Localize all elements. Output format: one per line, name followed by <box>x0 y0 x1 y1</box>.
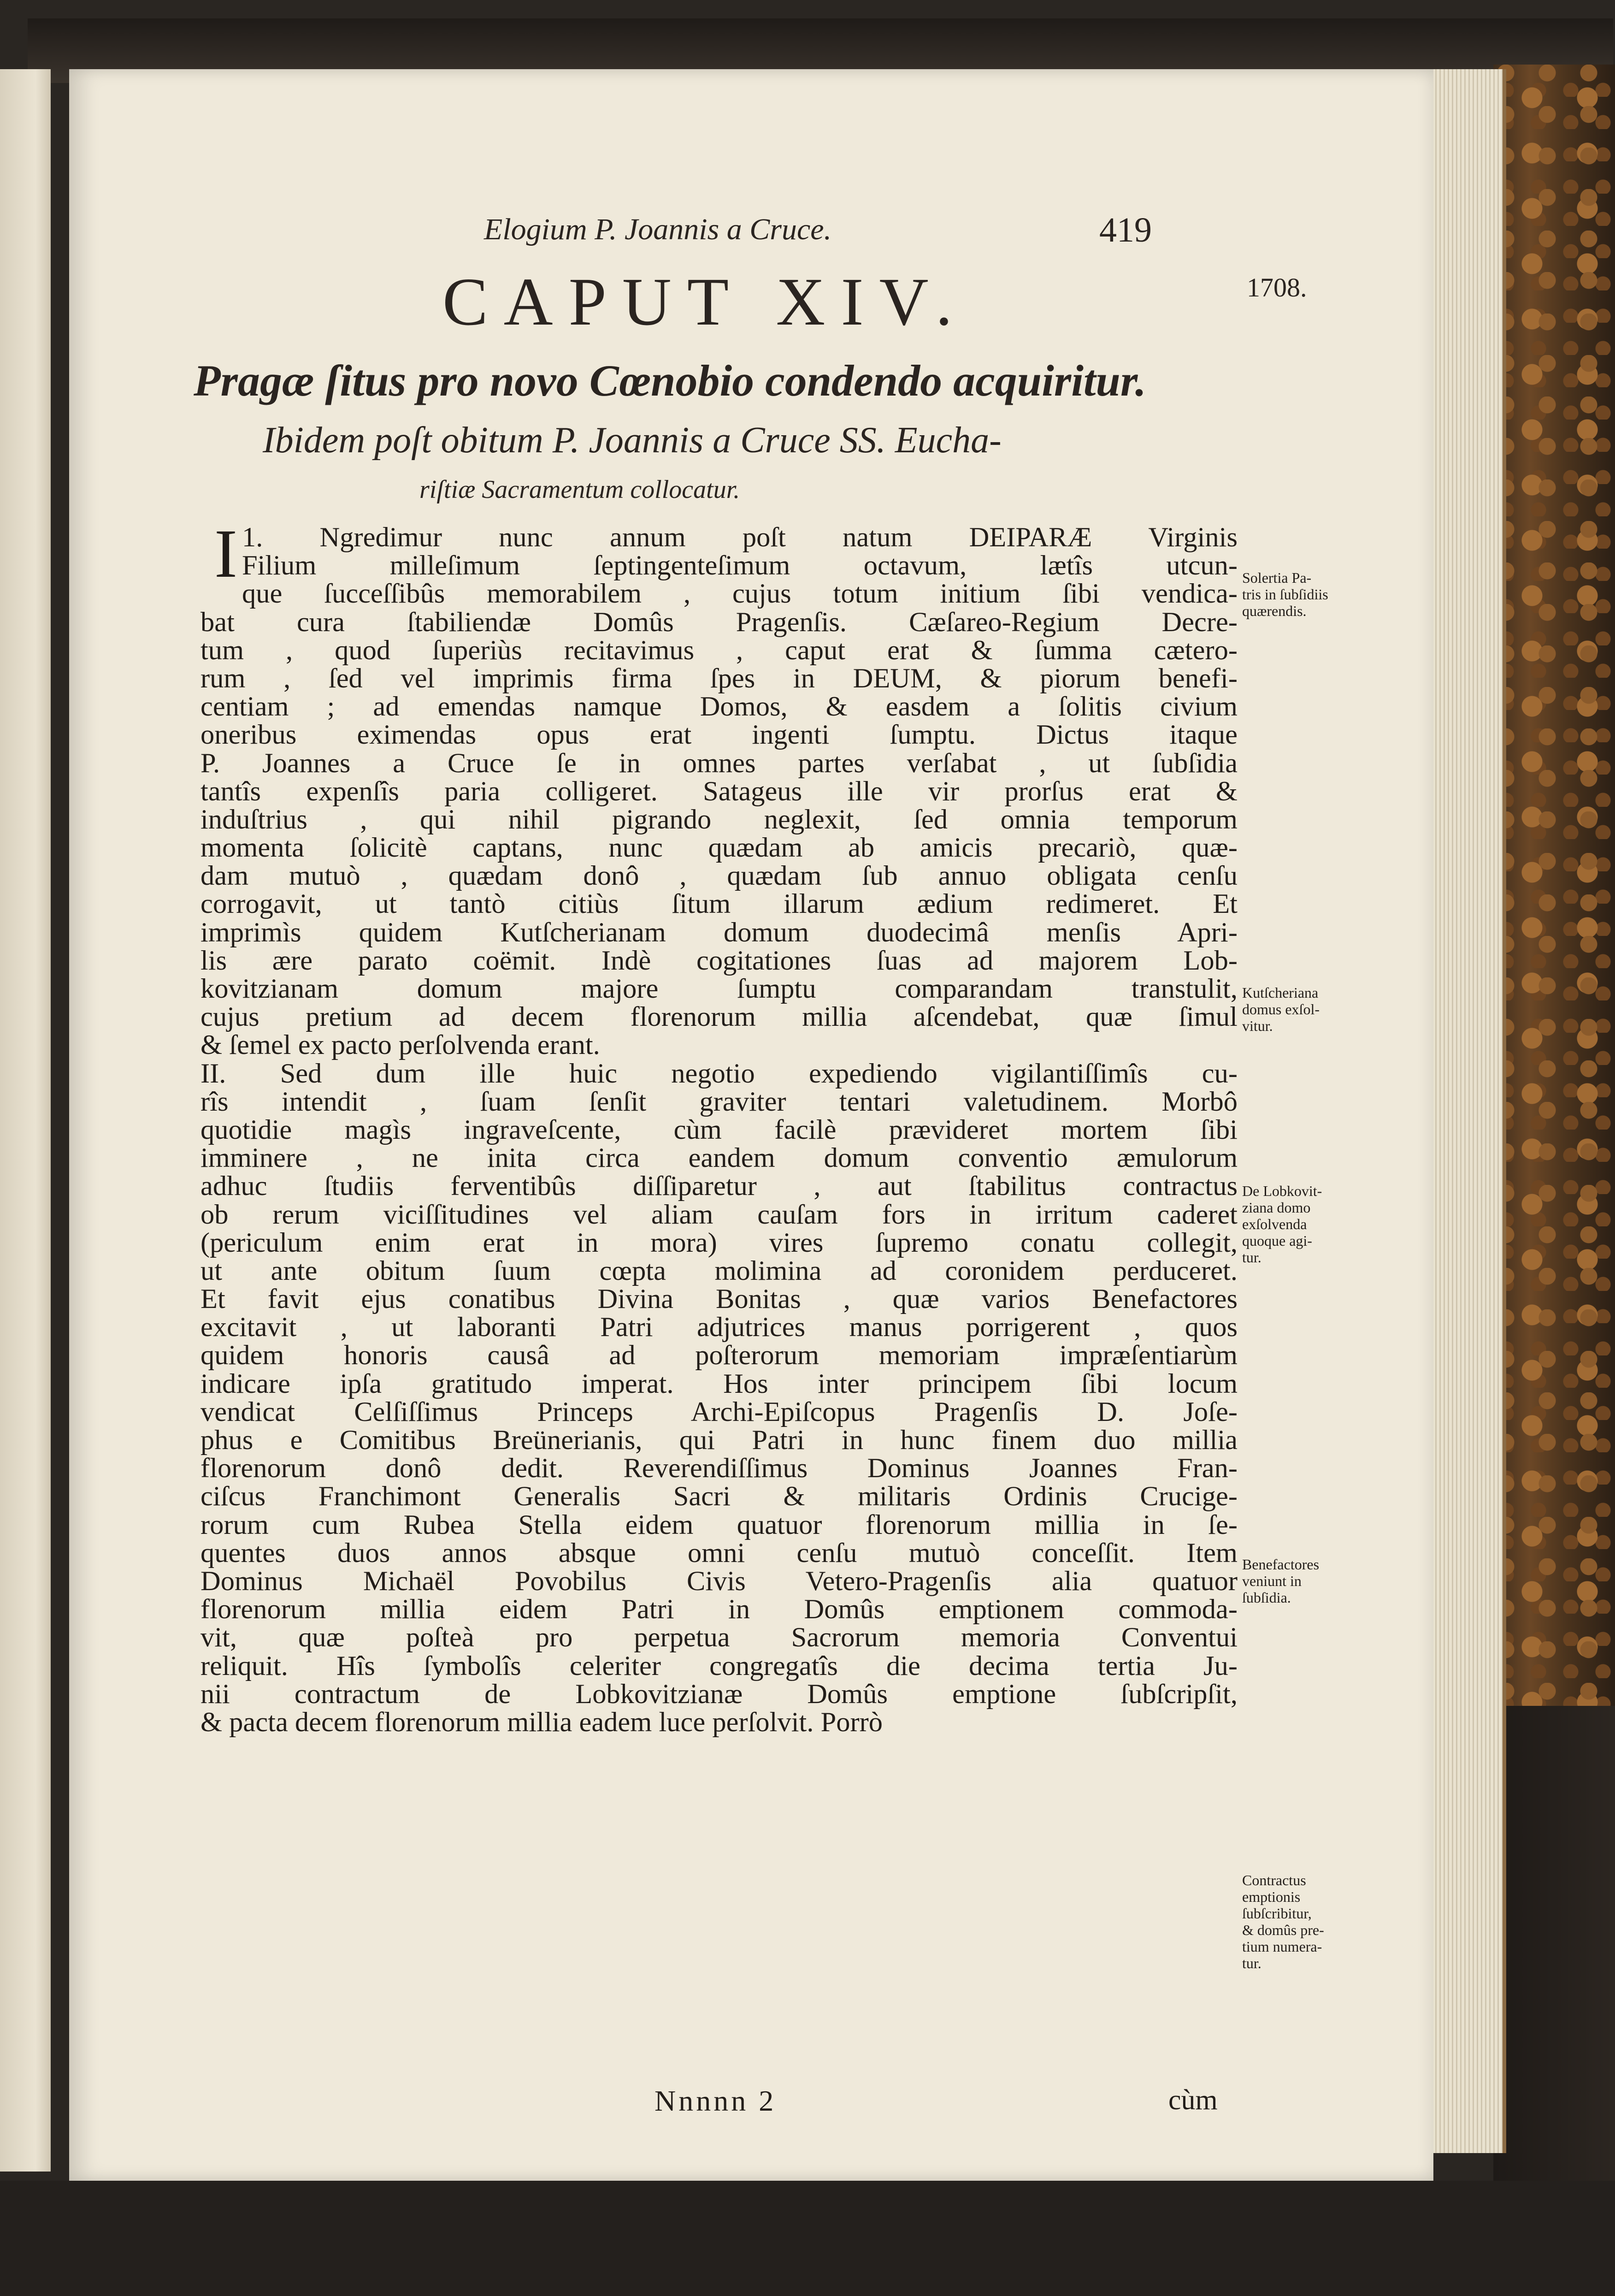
body-line: centiam ; ad emendas namque Domos, & easdem a ſolitis civium <box>200 691 1238 722</box>
body-line: quotidie magìs ingraveſcente, cùm facilè prævideret mortem ſibi <box>200 1114 1238 1145</box>
body-line: corrogavit, ut tantò citiùs ſitum illarum ædium redimeret. Et <box>200 888 1238 920</box>
body-line: dam mutuò , quædam donô , quædam ſub annuo obligata cenſu <box>200 860 1238 892</box>
body-line: rorum cum Rubea Stella eidem quatuor florenorum millia in ſe- <box>200 1509 1238 1540</box>
body-line: indicare ipſa gratitudo imperat. Hos inter principem ſibi locum <box>200 1368 1238 1399</box>
body-line: ob rerum viciſſitudines vel aliam cauſam fors in irritum caderet <box>200 1199 1238 1230</box>
margin-note-line: Benefactores <box>1242 1556 1320 1573</box>
margin-note-line: & domûs pre- <box>1242 1922 1324 1938</box>
margin-note-line: tris in ſubſidiis <box>1242 586 1328 603</box>
body-line: momenta ſolicitè captans, nunc quædam ab amicis precariò, quæ- <box>200 832 1238 864</box>
running-title: Elogium P. Joannis a Cruce. <box>484 213 832 246</box>
margin-note-line: tur. <box>1242 1955 1261 1971</box>
margin-note <box>1242 984 1339 1034</box>
margin-note-line: quærendis. <box>1242 603 1307 619</box>
body-line: & ſemel ex pacto perſolvenda erant. <box>200 1030 600 1061</box>
body-line: lis ære parato coëmit. Indè cogitationes ſuas ad majorem Lob- <box>200 945 1238 976</box>
body-line: vit, quæ poſteà pro perpetua Sacrorum memoria Conventui <box>200 1622 1238 1653</box>
margin-note-line: veniunt in <box>1242 1573 1302 1589</box>
body-line: que ſucceſſibûs memorabilem , cujus totum initium ſibi vendica- <box>242 578 1238 610</box>
signature-mark: Nnnnn 2 <box>654 2084 777 2117</box>
body-line: rîs intendit , ſuam ſenſit graviter tentari valetudinem. Morbô <box>200 1086 1238 1117</box>
body-line: II. Sed dum ille huic negotio expediendo vigilantiſſimîs cu- <box>200 1058 1238 1089</box>
body-line: vendicat Celſiſſimus Princeps Archi-Epiſcopus Pragenſis D. Joſe- <box>200 1396 1238 1427</box>
chapter-subtitle-line-2: Ibidem poſt obitum P. Joannis a Cruce SS. Eucha- <box>263 420 1002 461</box>
margin-note <box>1242 1556 1339 1606</box>
page-edges <box>1424 69 1506 2153</box>
body-line: florenorum donô dedit. Reverendiſſimus Dominus Joannes Fran- <box>200 1453 1238 1484</box>
year-marker: 1708. <box>1247 272 1307 302</box>
body-line: induſtrius , qui nihil pigrando neglexit, ſed omnia temporum <box>200 804 1238 835</box>
body-line: rum , ſed vel imprimis firma ſpes in DEUM, & piorum benefi- <box>200 663 1238 694</box>
body-line: Et favit ejus conatibus Divina Bonitas , quæ varios Benefactores <box>200 1284 1238 1315</box>
body-line: adhuc ſtudiis ferventibûs diſſiparetur , aut ſtabilitus contractus <box>200 1171 1238 1202</box>
body-line: quidem honoris causâ ad poſterorum memoriam impræſentiarùm <box>200 1340 1238 1371</box>
chapter-subtitle-line-3: riſtiæ Sacramentum collocatur. <box>419 475 740 504</box>
body-line: florenorum millia eidem Patri in Domûs emptionem commoda- <box>200 1594 1238 1625</box>
body-line: nii contractum de Lobkovitzianæ Domûs emptione ſubſcripſit, <box>200 1678 1238 1710</box>
body-line: cujus pretium ad decem florenorum millia aſcendebat, quæ ſimul <box>200 1001 1238 1033</box>
body-line: ciſcus Franchimont Generalis Sacri & militaris Ordinis Crucige- <box>200 1481 1238 1512</box>
body-line: tum , quod ſuperiùs recitavimus , caput erat & ſumma cætero- <box>200 634 1238 666</box>
body-line: oneribus eximendas opus erat ingenti ſumptu. Dictus itaque <box>200 719 1238 751</box>
catchword: cùm <box>1168 2084 1218 2116</box>
margin-note-line: Kutſcheriana <box>1242 984 1319 1001</box>
body-line: excitavit , ut laboranti Patri adjutrices manus porrigerent , quos <box>200 1312 1238 1343</box>
margin-note-line: Solertia Pa- <box>1242 569 1312 586</box>
margin-note-line: Contractus <box>1242 1872 1306 1888</box>
margin-note-line: De Lobkovit- <box>1242 1183 1322 1199</box>
margin-note-line: exſolvenda <box>1242 1216 1307 1232</box>
body-line: P. Joannes a Cruce ſe in omnes partes verſabat , ut ſubſidia <box>200 747 1238 779</box>
chapter-title: CAPUT XIV. <box>442 264 968 340</box>
left-page-edge <box>0 69 51 2172</box>
book-page <box>69 69 1433 2181</box>
body-line: tantîs expenſîs paria colligeret. Satageus ille vir prorſus erat & <box>200 775 1238 807</box>
body-line: 1. Ngredimur nunc annum poſt natum DEIPARÆ Virginis <box>242 522 1238 553</box>
margin-note-line: vitur. <box>1242 1018 1273 1034</box>
body-line: kovitzianam domum majore ſumptu comparandam transtulit, <box>200 973 1238 1004</box>
margin-note-line: emptionis <box>1242 1888 1301 1905</box>
body-line: phus e Comitibus Breünerianis, qui Patri in hunc finem duo millia <box>200 1425 1238 1456</box>
running-head <box>69 212 1433 263</box>
drop-cap: I <box>214 515 237 592</box>
body-line: & pacta decem florenorum millia eadem luce perſolvit. Porrò <box>200 1706 883 1738</box>
body-line: bat cura ſtabiliendæ Domûs Pragenſis. Cæſareo-Regium Decre- <box>200 606 1238 638</box>
margin-note <box>1242 569 1339 619</box>
margin-note-line: ſubſcribitur, <box>1242 1905 1312 1922</box>
chapter-subtitle-line-1: Pragæ ſitus pro novo Cœnobio condendo acquiritur. <box>194 356 1146 405</box>
body-line: imminere , ne inita circa eandem domum conventio æmulorum <box>200 1142 1238 1174</box>
margin-note-line: ſubſidia. <box>1242 1589 1291 1606</box>
body-line: imprimìs quidem Kutſcherianam domum duodecimâ menſis Apri- <box>200 917 1238 948</box>
body-line: quentes duos annos absque omni cenſu mutuò conceſſit. Item <box>200 1537 1238 1568</box>
body-line: reliquit. Hîs ſymbolîs celeriter congregatîs die decima tertia Ju- <box>200 1650 1238 1681</box>
body-line: ut ante obitum ſuum cœpta molimina ad coronidem perduceret. <box>200 1255 1238 1286</box>
margin-note-line: domus exſol- <box>1242 1001 1320 1018</box>
margin-note-line: tur. <box>1242 1249 1261 1266</box>
body-text <box>200 515 1238 1738</box>
margin-note <box>1242 1183 1339 1266</box>
body-line: Filium milleſimum ſeptingenteſimum octavum, lætîs utcun- <box>242 550 1238 581</box>
margin-note-line: tium numera- <box>1242 1938 1322 1955</box>
margin-note-line: ziana domo <box>1242 1199 1311 1216</box>
margin-note <box>1242 1872 1339 1971</box>
margin-note-line: quoque agi- <box>1242 1232 1312 1249</box>
body-line: Dominus Michaël Povobilus Civis Vetero-Pragenſis alia quatuor <box>200 1565 1238 1597</box>
page-number: 419 <box>1099 211 1152 249</box>
desk-background <box>0 2181 1615 2296</box>
body-line: (periculum enim erat in mora) vires ſupremo conatu collegit, <box>200 1227 1238 1258</box>
